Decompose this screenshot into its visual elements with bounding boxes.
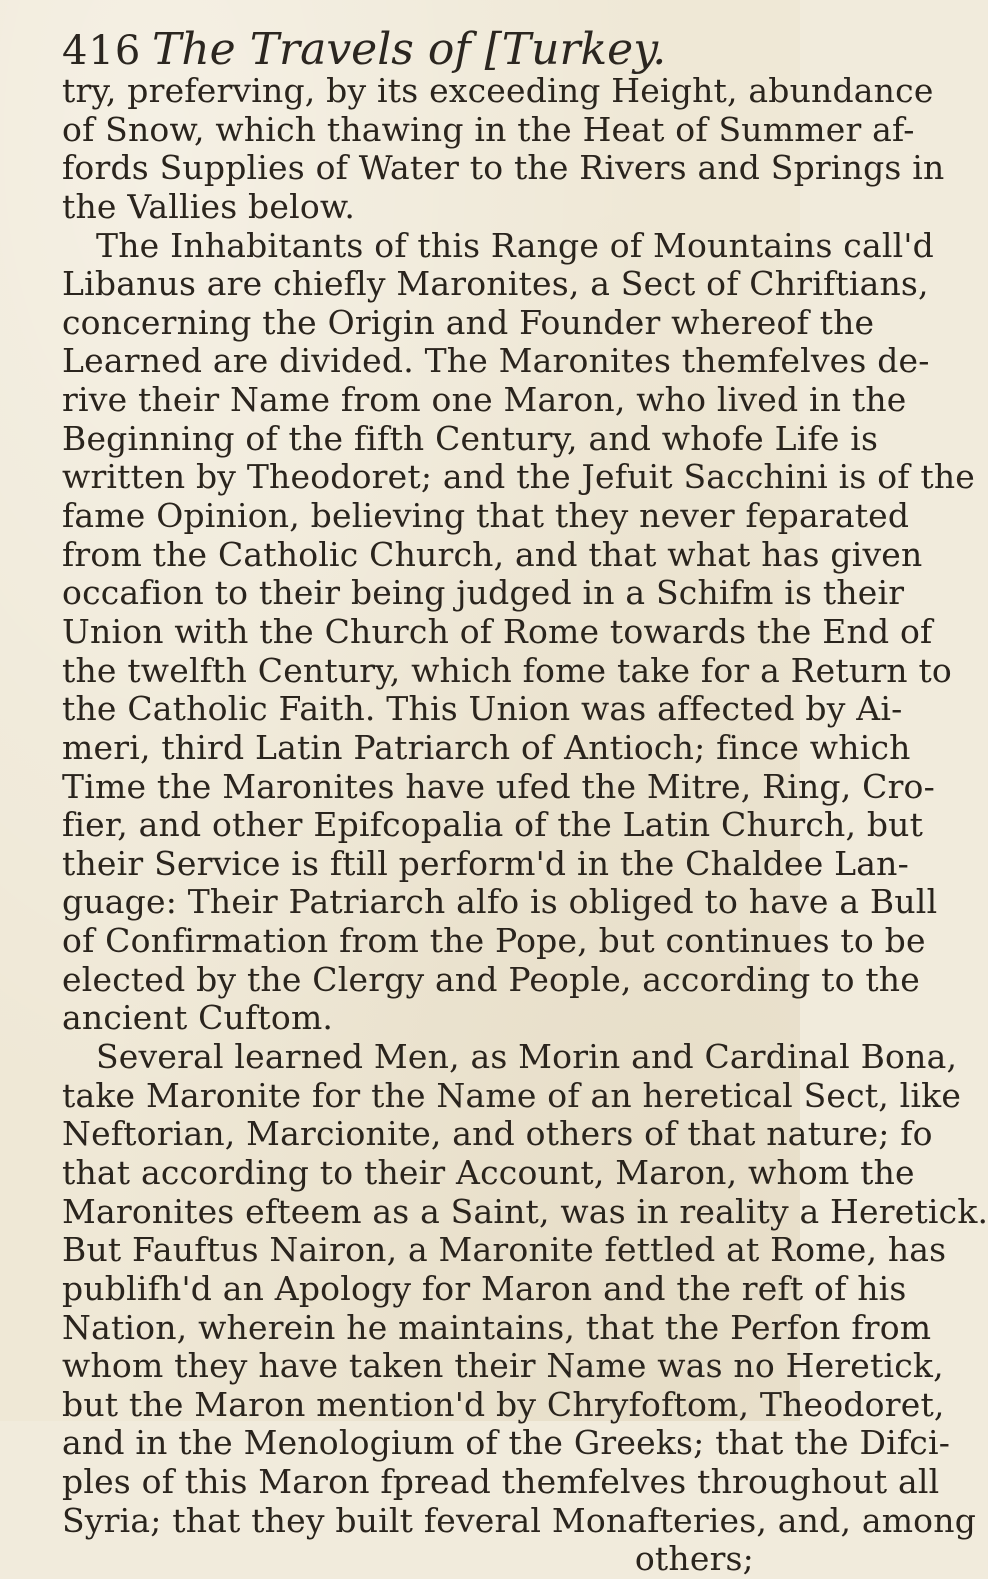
text-line-8: Learned are divided. The Maronites themfelves de- [62,341,930,381]
text-line-35: but the Maron mention'd by Chryfoftom, Theodoret, [62,1384,945,1424]
text-line-10: Beginning of the fifth Century, and whofe Life is [62,418,879,458]
text-line-25: ancient Cuftom. [62,998,334,1038]
text-line-1: try, preferving, by its exceeding Height, abundance [62,71,934,110]
text-line-13: from the Catholic Church, and that what has given [62,534,923,574]
text-line-38: Syria; that they built feveral Monafteries, and, among [62,1500,977,1540]
text-line-29: that according to their Account, Maron, whom the [62,1152,915,1192]
page-header [62,8,762,78]
text-line-32: publifh'd an Apology for Maron and the reft of his [62,1268,907,1308]
text-line-28: Neftorian, Marcionite, and others of that nature; fo [62,1114,933,1154]
text-line-37: ples of this Maron fpread themfelves throughout all [62,1462,940,1502]
text-line-34: whom they have taken their Name was no Heretick, [62,1346,944,1386]
text-line-9: rive their Name from one Maron, who lived in the [62,380,907,420]
text-line-21: their Service is ftill perform'd in the Chaldee Lan- [62,843,909,883]
text-line-36: and in the Menologium of the Greeks; that the Difci- [62,1423,951,1463]
text-line-12: fame Opinion, believing that they never feparated [62,496,910,536]
text-line-30: Maronites efteem as a Saint, was in reality a Heretick. [62,1191,988,1231]
body-text [62,71,988,1579]
catchword: others; [634,1539,754,1579]
text-line-15: Union with the Church of Rome towards the End of [62,611,933,651]
text-line-26: Several learned Men, as Morin and Cardinal Bona, [96,1037,958,1077]
text-line-16: the twelfth Century, which fome take for a Return to [62,650,952,690]
text-line-31: But Fauftus Nairon, a Maronite fettled at Rome, has [62,1230,947,1270]
text-line-14: occafion to their being judged in a Schifm is their [62,573,905,613]
text-line-33: Nation, wherein he maintains, that the Perfon from [62,1307,932,1347]
text-line-3: fords Supplies of Water to the Rivers and Springs in [62,148,945,188]
text-line-19: Time the Maronites have ufed the Mitre, Ring, Cro- [62,766,935,806]
text-line-18: meri, third Latin Patriarch of Antioch; fince which [62,727,911,767]
text-line-22: guage: Their Patriarch alfo is obliged to have a Bull [62,882,938,922]
text-line-24: elected by the Clergy and People, according to the [62,959,920,999]
text-line-7: concerning the Origin and Founder whereof the [62,302,875,342]
text-line-20: fier, and other Epifcopalia of the Latin Church, but [62,805,924,845]
text-line-4: the Vallies below. [62,186,356,226]
text-line-2: of Snow, which thawing in the Heat of Summer af- [62,109,915,149]
text-line-23: of Confirmation from the Pope, but continues to be [62,921,926,961]
text-line-27: take Maronite for the Name of an heretical Sect, like [62,1075,962,1115]
text-line-5: The Inhabitants of this Range of Mountains call'd [96,225,934,265]
running-title: The Travels of [Turkey. [152,24,667,75]
text-line-6: Libanus are chiefly Maronites, a Sect of Chriftians, [62,264,929,304]
text-line-17: the Catholic Faith. This Union was affected by Ai- [62,689,903,729]
page-number: 416 [62,28,142,74]
text-line-11: written by Theodoret; and the Jefuit Sacchini is of the [62,457,976,497]
